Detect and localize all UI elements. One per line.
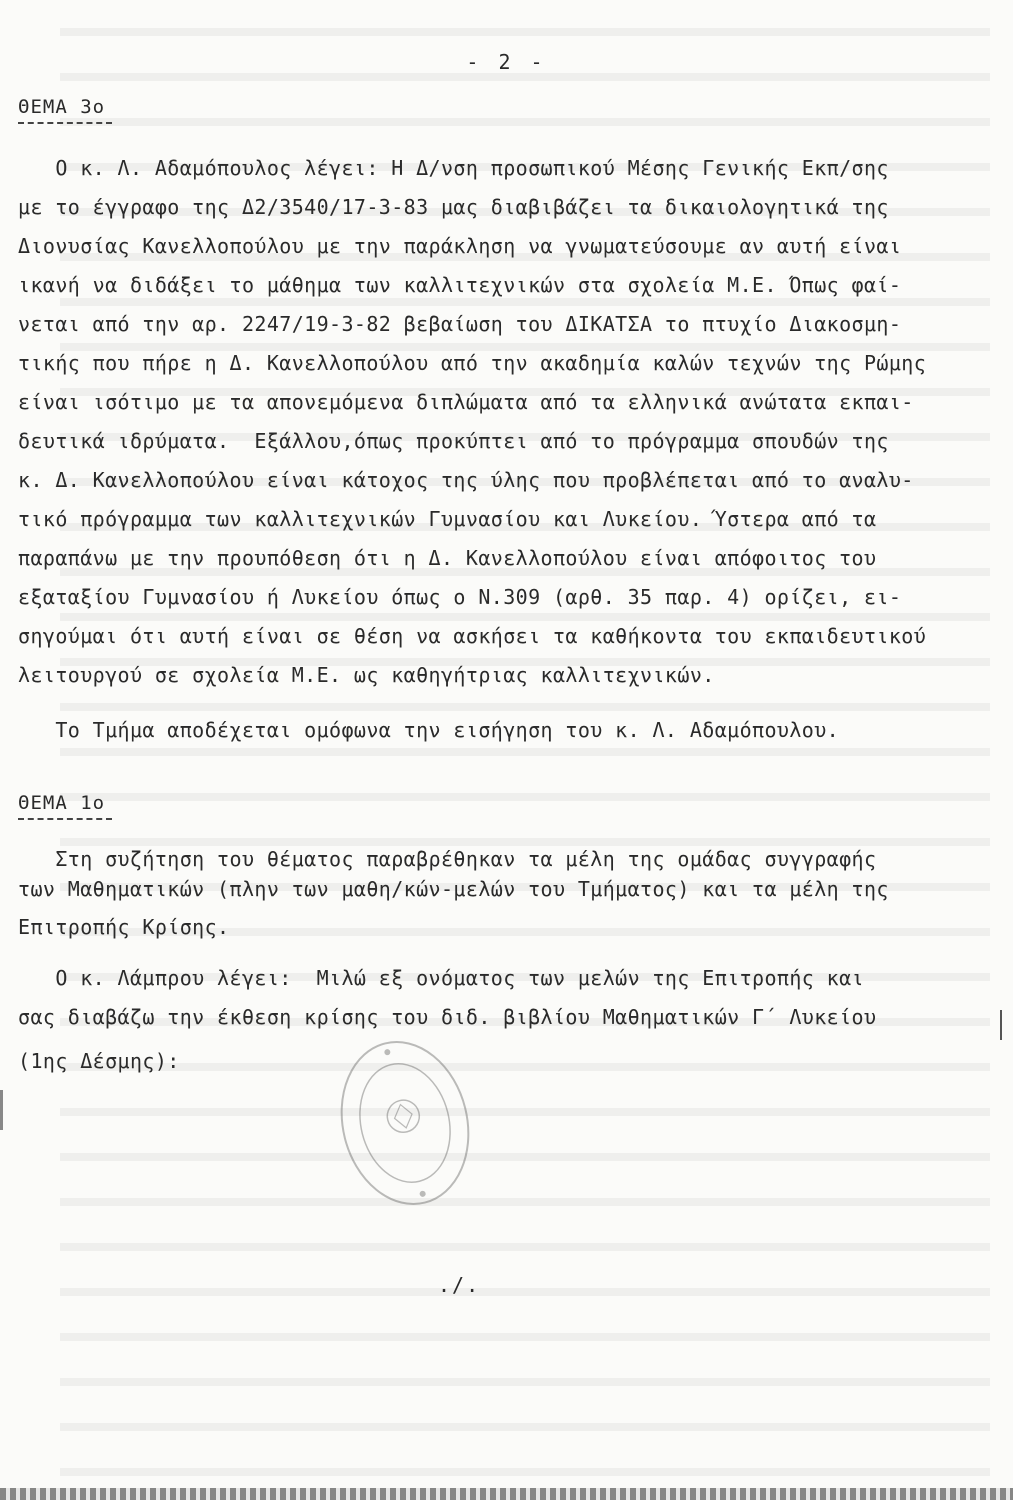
section-1-line: των Μαθηματικών (πλην των μαθη/κών-μελών του Τμήματος) και τα μέλη της [18, 877, 889, 901]
section-3-line: Ο κ. Λ. Αδαμόπουλος λέγει: Η Δ/νση προσωπικού Μέσης Γενικής Εκπ/σης [18, 156, 889, 180]
section-1-heading-text: ΘΕΜΑ 1ο [18, 792, 106, 814]
heading-underline [18, 818, 112, 820]
section-3-line: με το έγγραφο της Δ2/3540/17-3-83 μας διαβιβάζει τα δικαιολογητικά της [18, 195, 889, 219]
scan-edge-band [0, 1488, 1013, 1500]
section-1-heading [18, 792, 112, 820]
section-3-line: είναι ισότιμο με τα απονεμόμενα διπλώματα από τα ελληνικά ανώτατα εκπαι- [18, 390, 914, 414]
section-3-line: δευτικά ιδρύματα. Εξάλλου,όπως προκύπτει από το πρόγραμμα σπουδών της [18, 429, 889, 453]
section-3-line: ικανή να διδάξει το μάθημα των καλλιτεχνικών στα σχολεία Μ.Ε. Όπως φαί- [18, 273, 902, 297]
section-3-line: Διονυσίας Κανελλοπούλου με την παράκληση να γνωματεύσουμε αν αυτή είναι [18, 234, 902, 258]
section-3-line: εξαταξίου Γυμνασίου ή Λυκείου όπως ο Ν.309 (αρθ. 35 παρ. 4) ορίζει, ει- [18, 585, 902, 609]
edge-mark [1000, 1010, 1002, 1040]
section-1-line: σας διαβάζω την έκθεση κρίσης του διδ. βιβλίου Μαθηματικών Γ΄ Λυκείου [18, 1005, 877, 1029]
section-3-line: τικό πρόγραμμα των καλλιτεχνικών Γυμνασίου και Λυκείου. Ύστερα από τα [18, 507, 877, 531]
official-seal-stamp [319, 1022, 491, 1223]
seal-graphic [319, 1022, 491, 1223]
section-1-line: Στη συζήτηση του θέματος παραβρέθηκαν τα μέλη της ομάδας συγγραφής [18, 847, 877, 871]
heading-underline [18, 122, 112, 124]
section-3-line: νεται από την αρ. 2247/19-3-82 βεβαίωση του ΔΙΚΑΤΣΑ το πτυχίο Διακοσμη- [18, 312, 902, 336]
closing-mark: ./. [438, 1273, 481, 1297]
section-3-line: λειτουργού σε σχολεία Μ.Ε. ως καθηγήτριας καλλιτεχνικών. [18, 663, 715, 687]
section-1-line: (1ης Δέσμης): [18, 1049, 180, 1073]
section-3-line: τικής που πήρε η Δ. Κανελλοπούλου από την ακαδημία καλών τεχνών της Ρώμης [18, 351, 927, 375]
edge-mark [0, 1090, 3, 1130]
section-3-heading-text: ΘΕΜΑ 3ο [18, 96, 106, 118]
page-number: - 2 - [466, 50, 547, 74]
bleed-through-background [60, 0, 990, 1500]
section-3-line: κ. Δ. Κανελλοπούλου είναι κάτοχος της ύλης που προβλέπεται από το αναλυ- [18, 468, 914, 492]
section-3-line: σηγούμαι ότι αυτή είναι σε θέση να ασκήσει τα καθήκοντα του εκπαιδευτικού [18, 624, 927, 648]
section-3-heading [18, 96, 112, 124]
section-1-line: Ο κ. Λάμπρου λέγει: Μιλώ εξ ονόματος των μελών της Επιτροπής και [18, 966, 864, 990]
section-1-line: Επιτροπής Κρίσης. [18, 915, 230, 939]
section-3-line: παραπάνω με την προυπόθεση ότι η Δ. Κανελλοπούλου είναι απόφοιτος του [18, 546, 877, 570]
section-3-conclusion: Το Τμήμα αποδέχεται ομόφωνα την εισήγηση του κ. Λ. Αδαμόπουλου. [18, 718, 840, 742]
